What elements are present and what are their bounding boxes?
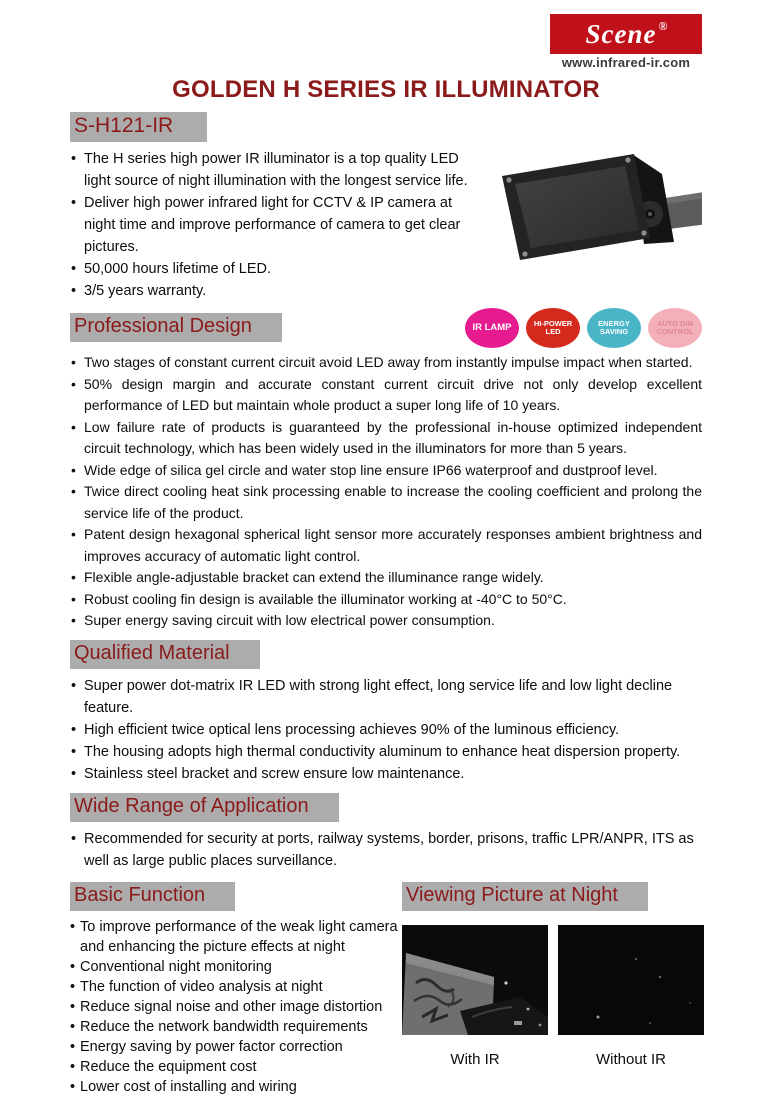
without-ir-caption: Without IR — [595, 1050, 667, 1068]
bullet-item: • Patent design hexagonal spherical light sensor more accurately responses ambient brightness and improves accuracy of automatic light control. — [70, 524, 702, 567]
basic-function-column — [70, 882, 402, 1097]
bullet-item: • Stainless steel bracket and screw ensure low maintenance. — [70, 763, 702, 785]
website-url: www.infrared-ir.com — [561, 55, 691, 70]
section-professional-design — [70, 308, 702, 632]
page-title: GOLDEN H SERIES IR ILLUMINATOR — [172, 76, 600, 103]
bullet-item: • To improve performance of the weak light camera and enhancing the picture effects at night — [70, 917, 402, 957]
without-ir-image — [558, 925, 704, 1035]
badge-energy-saving: ENERGY SAVING — [587, 308, 641, 348]
bullet-item: • Reduce signal noise and other image distortion — [70, 997, 402, 1017]
badge-hi-power-led: HI-POWER LED — [526, 308, 580, 348]
model-bullet-list — [70, 148, 486, 302]
bottom-columns — [70, 882, 702, 1097]
brand-logo — [550, 14, 702, 70]
section-qualified-material — [70, 640, 702, 785]
bullet-item: • Lower cost of installing and wiring — [70, 1077, 402, 1097]
bullet-item: • High efficient twice optical lens processing achieves 90% of the luminous efficiency. — [70, 719, 702, 741]
section-wide-range — [70, 793, 702, 872]
professional-design-heading: Professional Design — [70, 313, 282, 342]
brand-name: Scene — [585, 18, 657, 49]
with-ir-caption: With IR — [450, 1050, 500, 1068]
registered-mark: ® — [658, 18, 669, 33]
bullet-item: • 50,000 hours lifetime of LED. — [70, 258, 486, 280]
bullet-item: • Robust cooling fin design is available the illuminator working at -40°C to 50°C. — [70, 589, 702, 611]
badge-auto-dn-control: AUTO D/N CONTROL — [648, 308, 702, 348]
viewing-picture-heading: Viewing Picture at Night — [402, 882, 648, 911]
bullet-item: • Super power dot-matrix IR LED with strong light effect, long service life and low light decline feature. — [70, 675, 702, 719]
bullet-item: • Conventional night monitoring — [70, 957, 402, 977]
wide-range-heading: Wide Range of Application — [70, 793, 339, 822]
ir-illuminator-image — [490, 142, 702, 272]
bullet-item: • The housing adopts high thermal conductivity aluminum to enhance heat dispersion property. — [70, 741, 702, 763]
bullet-item: • Flexible angle-adjustable bracket can extend the illuminance range widely. — [70, 567, 702, 589]
bullet-item: • 3/5 years warranty. — [70, 280, 486, 302]
basic-function-heading: Basic Function — [70, 882, 235, 911]
viewing-picture-column — [402, 882, 704, 1097]
night-photo-with-ir — [402, 925, 548, 1068]
bullet-item: • 50% design margin and accurate constant current circuit drive not only develop excellent performance of LED but maintain whole product a super long life of 10 years. — [70, 374, 702, 417]
bullet-item: • Two stages of constant current circuit avoid LED away from instantly impulse impact when started. — [70, 352, 702, 374]
bullet-item: • Reduce the network bandwidth requirements — [70, 1017, 402, 1037]
night-photo-without-ir — [558, 925, 704, 1068]
professional-design-bullet-list — [70, 352, 702, 632]
bullet-item: • Wide edge of silica gel circle and water stop line ensure IP66 waterproof and dustproof level. — [70, 460, 702, 482]
bullet-item: • Low failure rate of products is guaranteed by the professional in-house optimized independent circuit technology, which has been widely used in the illuminators for more than 5 years. — [70, 417, 702, 460]
section-model — [70, 112, 702, 302]
bullet-item: • Super energy saving circuit with low electrical power consumption. — [70, 610, 702, 632]
bullet-item: • The function of video analysis at night — [70, 977, 402, 997]
header — [70, 14, 702, 70]
qualified-material-bullet-list — [70, 675, 702, 785]
with-ir-image — [402, 925, 548, 1035]
bullet-item: • Deliver high power infrared light for CCTV & IP camera at night time and improve performance of camera to get clear pictures. — [70, 192, 486, 258]
bullet-item: • Reduce the equipment cost — [70, 1057, 402, 1077]
bullet-item: • Energy saving by power factor correction — [70, 1037, 402, 1057]
bullet-item: • Twice direct cooling heat sink processing enable to increase the cooling coefficient and prolong the service life of the product. — [70, 481, 702, 524]
qualified-material-heading: Qualified Material — [70, 640, 260, 669]
scene-logo — [550, 14, 702, 54]
model-heading: S-H121-IR — [70, 112, 207, 142]
bullet-item: • The H series high power IR illuminator is a top quality LED light source of night illumination with the longest service life. — [70, 148, 486, 192]
product-photo — [490, 142, 702, 277]
basic-function-bullet-list — [70, 917, 402, 1097]
feature-badges — [465, 308, 702, 348]
wide-range-bullet-list — [70, 828, 702, 872]
bullet-item: • Recommended for security at ports, railway systems, border, prisons, traffic LPR/ANPR, ITS as well as large public places surveillance. — [70, 828, 702, 872]
badge-ir-lamp: IR LAMP — [465, 308, 519, 348]
